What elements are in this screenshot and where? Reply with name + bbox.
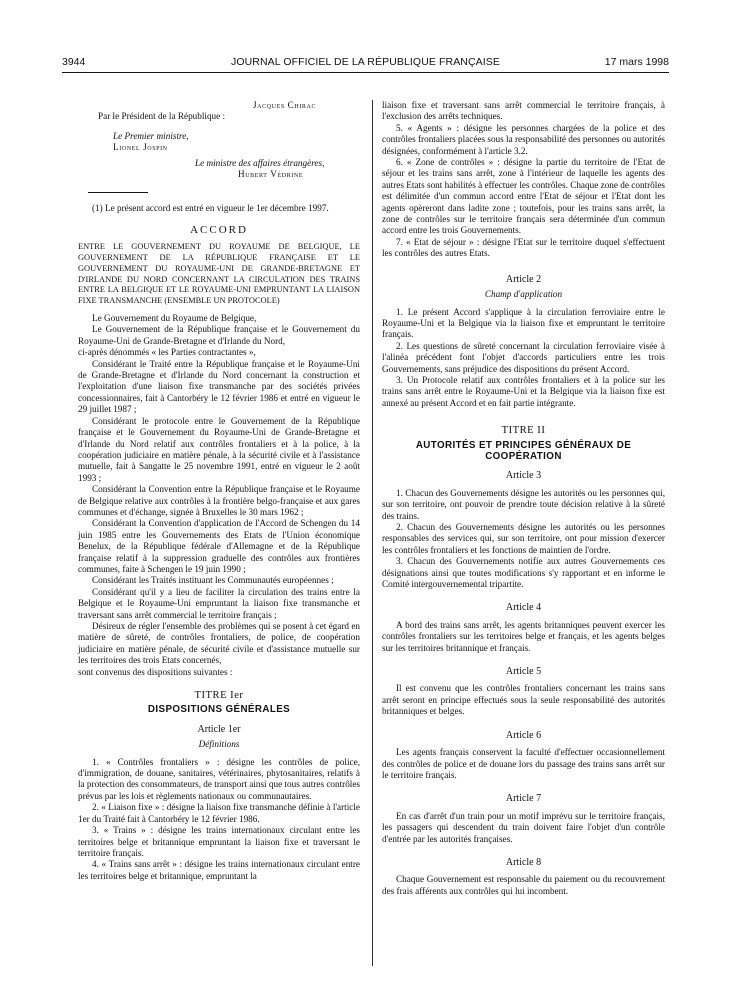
considerant-paragraph: Désireux de régler l'ensemble des problèmes qui se posent à cet égard en matière de sûreté, de contrôles frontaliers, de police, de coopération judiciaire en matière pénale, de sécurité civile et d'assistance mutuelle sur les territoires des trois Etats concernés, <box>78 621 360 666</box>
continued-paragraph: liaison fixe et traversant sans arrêt commercial le territoire français, à l'exclusion des arrêts techniques. <box>382 100 665 122</box>
journal-title: JOURNAL OFFICIEL DE LA RÉPUBLIQUE FRANÇAISE <box>231 56 500 68</box>
article-7-text: En cas d'arrêt d'un train pour un motif imprévu sur le territoire français, les passagers qui descendent du train doivent faire l'objet d'un contrôle d'entrée par les autorités françaises. <box>382 810 665 844</box>
article-7-heading: Article 7 <box>505 793 542 805</box>
accord-subtitle: ENTRE LE GOUVERNEMENT DU ROYAUME DE BELGIQUE, LE GOUVERNEMENT DE LA RÉPUBLIQUE FRANÇAISE ET LE GOUVERNEMENT DU ROYAUME-UNI DE GRANDE-BRETAGNE ET D'IRLANDE DU NORD CONCERNANT LA CIRCULATION DES TRAINS ENTRE LA BELGIQUE ET LE ROYAUME-UNI EMPRUNTANT LA LIAISON FIXE TRANSMANCHE (ENSEMBLE UN PROTOCOLE) <box>78 242 360 306</box>
article-1-heading: Article 1er <box>197 723 241 735</box>
footnote-separator <box>88 192 148 193</box>
article-6-text: Les agents français conservent la faculté d'effectuer occasionnellement des contrôles de police et de douane lors du passage des trains sans arrêt sur le territoire français. <box>382 747 665 780</box>
signature-pm-title: Le Premier ministre, <box>113 130 189 141</box>
article-2-paragraph: 3. Un Protocole relatif aux contrôles frontaliers et à la police sur les trains sans arrêt entre le Royaume-Uni et la Belgique via la liaison fixe est annexé au présent Accord et en fait partie intégrante. <box>382 374 665 408</box>
definition-paragraph: 6. « Zone de contrôles » : désigne la partie du territoire de l'Etat de séjour et les trains sans arrêt, zone à l'intérieur de laquelle les agents des autres Etats sont habilités à effectuer les contrôles. Chaque zone de contrôles est délimitée d'un commun accord entre l'Etat de séjour et l'Etat dont les agents opèreront dans ladite zone ; toutefois, pour les trains sans arrêt, la zone de contrôles sur le territoire français sera déterminée d'un commun accord entre les trois Gouvernements. <box>382 157 665 236</box>
signature-mae-title: Le ministre des affaires étrangères, <box>195 157 325 168</box>
page-header <box>62 56 669 70</box>
accord-title: ACCORD <box>190 223 248 236</box>
considerant-paragraph: Considérant la Convention entre la République française et le Royaume de Belgique relative aux contrôles à la frontière belgo-française et aux gares communes et d'échange, signée à Bruxelles le 30 mars 1962 ; <box>78 484 360 517</box>
intro-after: ci-après dénommés « les Parties contractantes », <box>78 347 256 358</box>
considerant-paragraph: Considérant le protocole entre le Gouvernement de la République française et le Gouvernement du Royaume-Uni de Grande-Bretagne et d'Irlande du Nord relatif aux contrôles frontaliers et à la police, à la coopération judiciaire en matière pénale, à la sécurité civile et à l'assistance mutuelle, fait à Sangatte le 25 novembre 1991, entré en vigueur le 2 août 1993 ; <box>78 415 360 483</box>
header-rule <box>62 72 669 73</box>
right-column <box>382 100 665 897</box>
article-6-heading: Article 6 <box>505 729 542 741</box>
signature-pm-name: Lionel Jospin <box>113 142 168 153</box>
article-2-paragraph: 1. Le présent Accord s'applique à la circulation ferroviaire entre le Royaume-Uni et la Belgique via la liaison fixe et empruntant le territoire français. <box>382 306 665 340</box>
article-3-heading: Article 3 <box>505 470 542 482</box>
definition-paragraph: 1. « Contrôles frontaliers » : désigne les contrôles de police, d'immigration, de douane, sanitaires, vétérinaires, phytosanitaires, relatifs à la protection des consommateurs, de transport ainsi que tous autres contrôles prévus par les lois et règlements nationaux ou communautaires. <box>78 756 360 801</box>
definition-paragraph: 3. « Trains » : désigne les trains internationaux circulant entre les territoires belge et britannique empruntant la liaison fixe et traversant le territoire français. <box>78 825 360 858</box>
signature-president-line: Par le Président de la République : <box>98 111 226 122</box>
left-column <box>78 100 360 882</box>
titre-1-heading: TITRE Ier <box>194 690 244 702</box>
convenu-line: sont convenus des dispositions suivantes : <box>78 666 233 677</box>
article-8-text: Chaque Gouvernement est responsable du paiement ou du recouvrement des frais afférents aux contrôles qui lui incombent. <box>382 874 665 896</box>
intro-paragraph: Le Gouvernement de la République française et le Gouvernement du Royaume-Uni de Grande-Bretagne et d'Irlande du Nord, <box>78 324 360 346</box>
considerant-paragraph: Considérant qu'il y a lieu de faciliter la circulation des trains entre la Belgique et le Royaume-Uni empruntant la liaison fixe transmanche et traversant sans arrêt commercial le territoire français ; <box>78 586 360 620</box>
intro-paragraph: Le Gouvernement du Royaume de Belgique, <box>92 313 257 324</box>
considerant-paragraph: Considérant la Convention d'application de l'Accord de Schengen du 14 juin 1985 entre les Gouvernements des Etats de l'Union économique Benelux, de la République fédérale d'Allemagne et de la République française relatif à la suppression graduelle des contrôles aux frontières communes, faite à Schengen le 19 juin 1990 ; <box>78 518 360 574</box>
footnote: (1) Le présent accord est entré en vigueur le 1er décembre 1997. <box>92 203 329 214</box>
page-number: 3944 <box>62 56 86 68</box>
article-5-heading: Article 5 <box>505 666 542 678</box>
article-1-subheading: Définitions <box>198 739 240 750</box>
signature-mae-name: Hubert Védrine <box>238 169 304 180</box>
article-4-heading: Article 4 <box>505 602 542 614</box>
considerant-paragraph: Considérant les Traités instituant les Communautés européennes ; <box>92 575 334 586</box>
article-5-text: Il est convenu que les contrôles frontaliers concernant les trains sans arrêt seront en principe effectués sous la seule responsabilité des autorités britanniques et belges. <box>382 683 665 717</box>
definition-paragraph: 4. « Trains sans arrêt » : désigne les trains internationaux circulant entre les territoires belge et britannique, empruntant la <box>78 859 360 881</box>
column-divider <box>372 100 373 966</box>
definition-paragraph: 7. « Etat de séjour » : désigne l'Etat sur le territoire duquel s'effectuent les contrôles des autres Etats. <box>382 236 665 259</box>
definition-paragraph: 5. « Agents » : désigne les personnes chargées de la police et des contrôles frontaliers placées sous la responsabilité des personnes ou autorités désignées, conformément à l'article 3.2. <box>382 122 665 156</box>
issue-date: 17 mars 1998 <box>604 56 669 68</box>
titre-2-name: AUTORITÉS ET PRINCIPES GÉNÉRAUX DE COOPÉRATION <box>415 439 632 462</box>
considerant-paragraph: Considérant le Traité entre la République française et le Royaume-Uni de Grande-Bretagne et d'Irlande du Nord concernant la construction et l'exploitation d'une liaison fixe transmanche par des sociétés privées concessionnaires, fait à Cantorbéry le 12 février 1986 et entré en vigueur le 29 juillet 1987 ; <box>78 358 360 415</box>
titre-2-heading: TITRE II <box>501 425 546 437</box>
article-3-paragraph: 2. Chacun des Gouvernements désigne les autorités ou les personnes responsables des services qui, sur son territoire, ont pour mission d'exercer les contrôles frontaliers et les fonctions de maintien de l'ordre. <box>382 522 665 555</box>
article-2-heading: Article 2 <box>505 273 542 285</box>
article-3-paragraph: 1. Chacun des Gouvernements désigne les autorités ou les personnes qui, sur son territoire, ont pouvoir de prendre toute décision relative à la sûreté des trains. <box>382 487 665 521</box>
article-8-heading: Article 8 <box>505 856 542 868</box>
article-3-paragraph: 3. Chacun des Gouvernements notifie aux autres Gouvernements ces désignations ainsi que toutes modifications s'y rapportant et en informe le Comité intergouvernemental tripartite. <box>382 556 665 590</box>
article-2-subheading: Champ d'application <box>484 289 563 300</box>
signature-president-name: Jacques Chirac <box>253 100 317 110</box>
article-2-paragraph: 2. Les questions de sûreté concernant la circulation ferroviaire visée à l'alinéa précédent font l'objet d'accords particuliers entre les trois Gouvernements, sans préjudice des dispositions du présent Accord. <box>382 340 665 374</box>
definition-paragraph: 2. « Liaison fixe » : désigne la liaison fixe transmanche définie à l'article 1er du Traité fait à Cantorbéry le 12 février 1986. <box>78 802 360 824</box>
article-4-text: A bord des trains sans arrêt, les agents britanniques peuvent exercer les contrôles frontaliers sur les territoires belge et français, et les agents belges sur les territoires britannique et français. <box>382 619 665 653</box>
titre-1-name: DISPOSITIONS GÉNÉRALES <box>147 704 291 716</box>
